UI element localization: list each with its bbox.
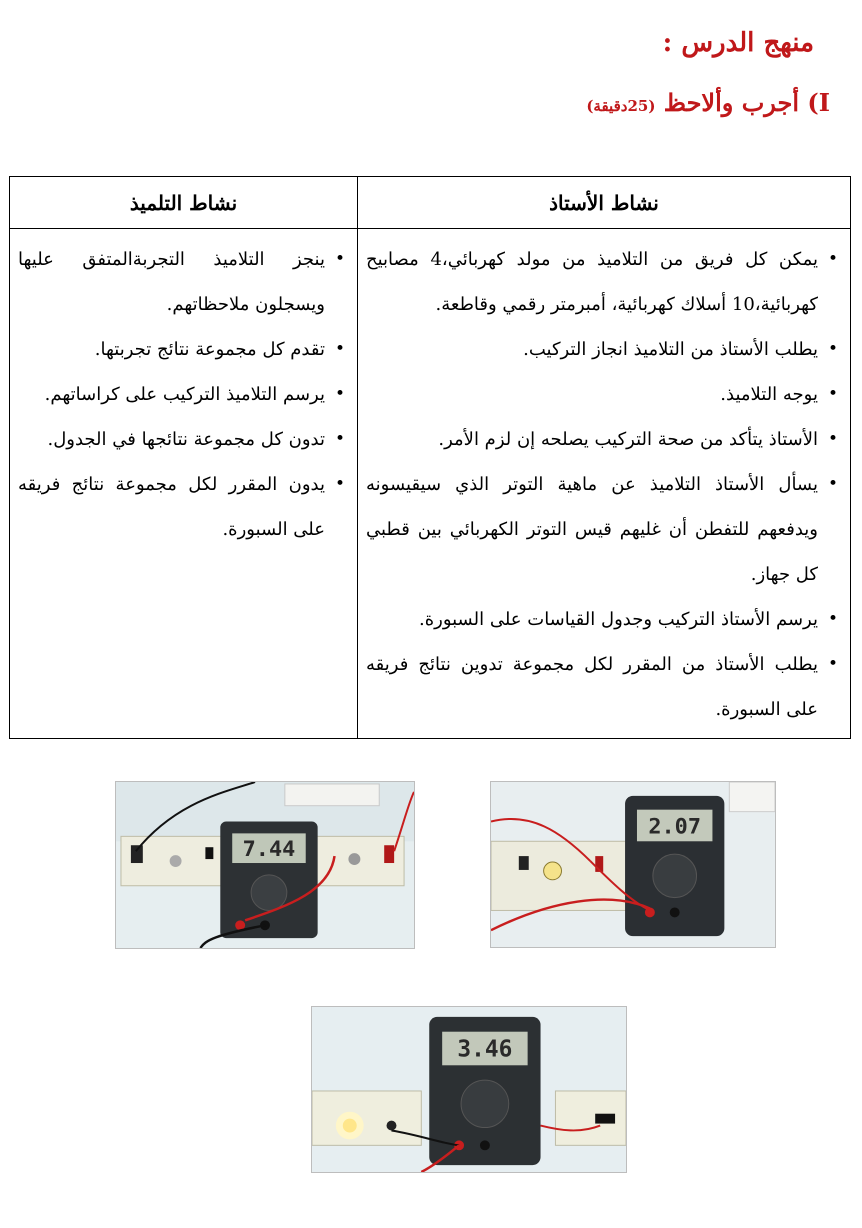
list-item: • يطلب الأستاذ من التلاميذ انجاز التركيب.	[366, 327, 840, 372]
multimeter-photo-3	[312, 1007, 626, 1172]
teacher-activities-list	[358, 229, 850, 738]
table-body-row	[10, 229, 851, 739]
experiment-photo-3	[311, 1006, 627, 1173]
section-title: أجرب وألاحظ	[663, 88, 800, 117]
list-item: • الأستاذ يتأكد من صحة التركيب يصلحه إن لزم الأمر.	[366, 417, 840, 462]
table-header-row	[10, 177, 851, 229]
lesson-title: منهج الدرس :	[662, 28, 814, 58]
list-item: • ينجز التلاميذ التجربةالمتفق عليها ويسجلون ملاحظاتهم.	[18, 237, 347, 327]
section-number: I)	[807, 88, 830, 117]
section-duration: (25دقيقة)	[586, 97, 656, 115]
experiment-photo-2	[490, 781, 776, 948]
teacher-activities-cell	[358, 229, 851, 739]
list-item: • تقدم كل مجموعة نتائج تجربتها.	[18, 327, 347, 372]
list-item: • يرسم التلاميذ التركيب على كراساتهم.	[18, 372, 347, 417]
multimeter-reading-1: 7.44	[242, 837, 296, 863]
activities-table	[9, 176, 851, 739]
student-activities-cell	[10, 229, 358, 739]
student-activity-header: نشاط التلميذ	[10, 177, 358, 229]
list-item: • يدون المقرر لكل مجموعة نتائج فريقه على السبورة.	[18, 462, 347, 552]
list-item: • يوجه التلاميذ.	[366, 372, 840, 417]
section-heading	[586, 88, 830, 117]
list-item: • يسأل الأستاذ التلاميذ عن ماهية التوتر الذي سيقيسونه ويدفعهم للتفطن أن غليهم قيس التوتر الكهربائي بين قطبي كل جهاز.	[366, 462, 840, 597]
list-item: • يطلب الأستاذ من المقرر لكل مجموعة تدوين نتائج فريقه على السبورة.	[366, 642, 840, 732]
teacher-activity-header: نشاط الأستاذ	[358, 177, 851, 229]
multimeter-reading-2: 2.07	[648, 814, 702, 840]
student-activities-list	[10, 229, 357, 558]
experiment-photo-1	[115, 781, 415, 949]
multimeter-photo-1	[116, 782, 414, 948]
list-item: • يمكن كل فريق من التلاميذ من مولد كهربائي،4 مصابيح كهربائية،10 أسلاك كهربائية، أمبرمتر رقمي وقاطعة.	[366, 237, 840, 327]
multimeter-reading-3: 3.46	[457, 1036, 513, 1063]
list-item: • يرسم الأستاذ التركيب وجدول القياسات على السبورة.	[366, 597, 840, 642]
list-item: • تدون كل مجموعة نتائجها في الجدول.	[18, 417, 347, 462]
multimeter-photo-2	[491, 782, 775, 947]
